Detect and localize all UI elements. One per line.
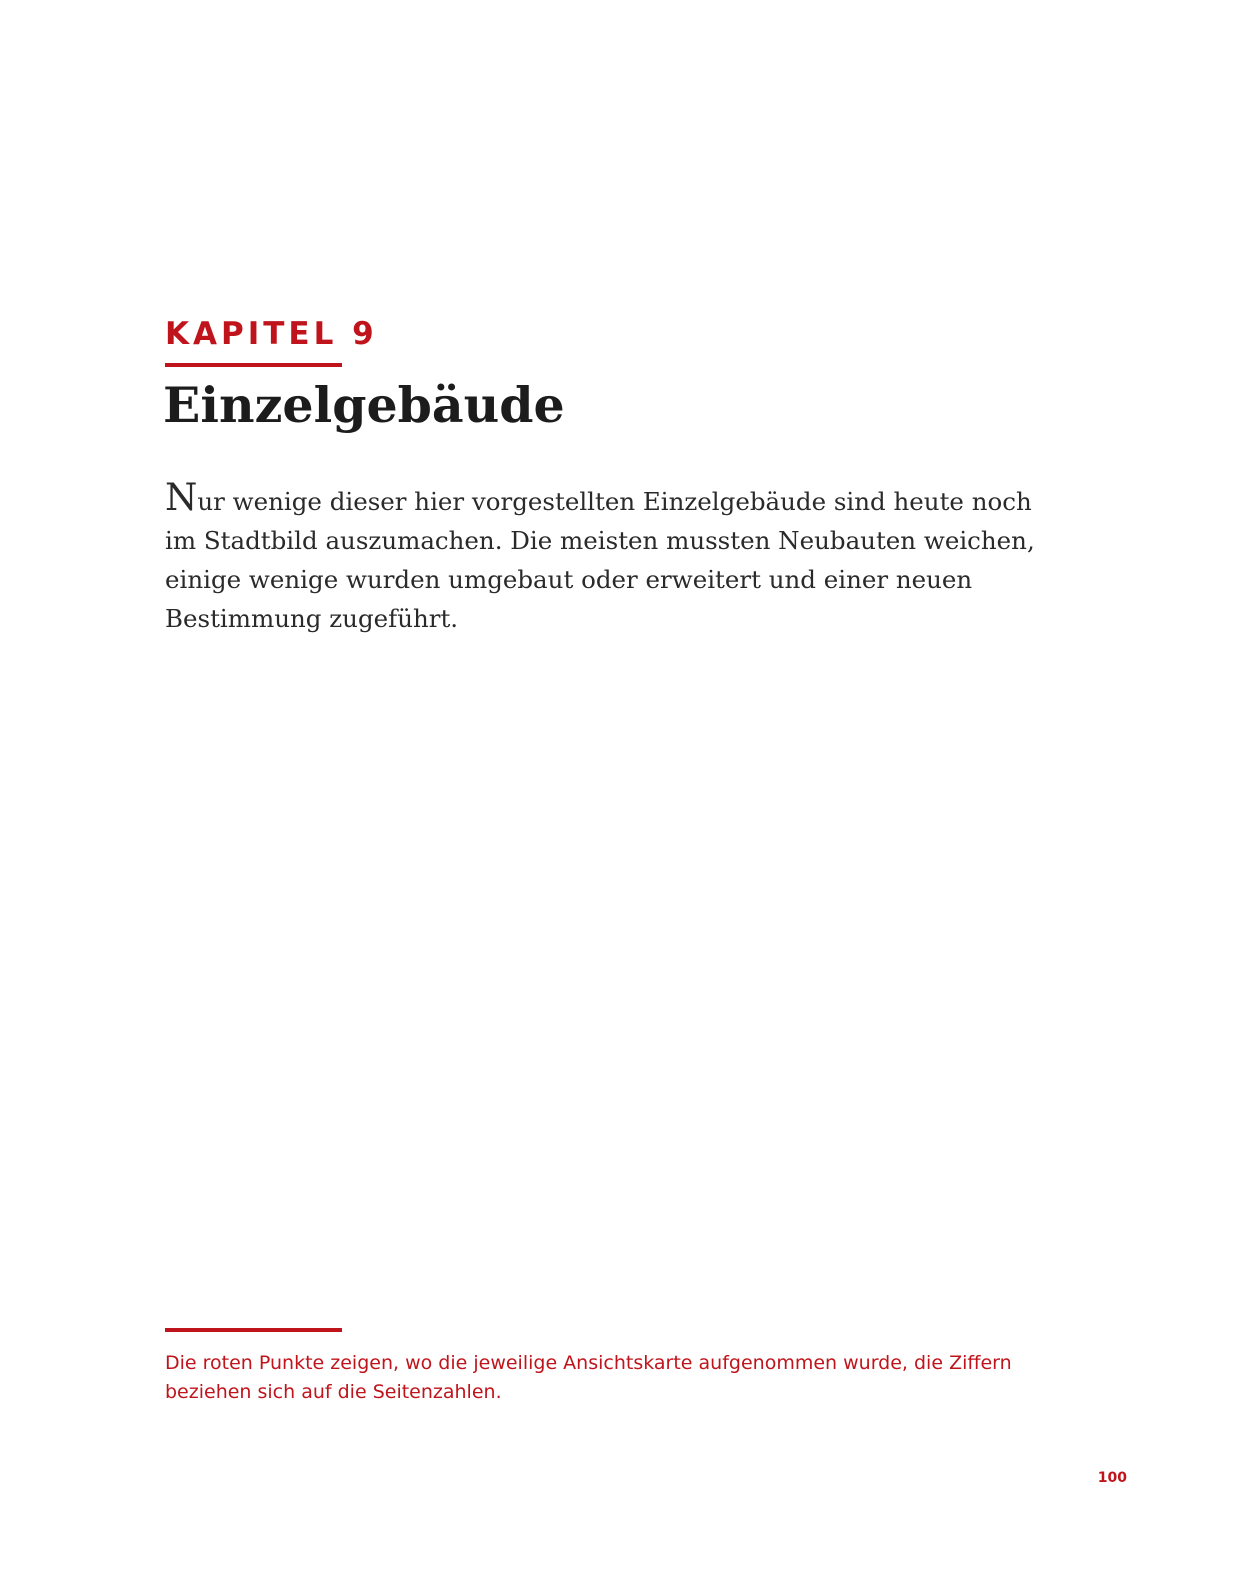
chapter-title: Einzelgebäude <box>163 376 565 434</box>
note-divider <box>165 1328 342 1332</box>
map-note: Die roten Punkte zeigen, wo die jeweilige Ansichtskarte aufgenommen wurde, die Ziffern beziehen sich auf die Seitenzahlen. <box>165 1352 1012 1403</box>
intro-first-letter: N <box>165 476 198 519</box>
chapter-kicker: KAPITEL 9 <box>165 316 378 352</box>
kicker-underline <box>165 363 342 367</box>
page-number: 100 <box>1097 1470 1127 1486</box>
intro-text: ur wenige dieser hier vorgestellten Einzelgebäude sind heute noch im Stadtbild auszumachen. Die meisten mussten Neubauten weichen, einige wenige wurden umgebaut oder erweitert und einer neuen Bestimmung zugeführt. <box>165 487 1035 633</box>
intro-paragraph <box>165 476 1045 638</box>
